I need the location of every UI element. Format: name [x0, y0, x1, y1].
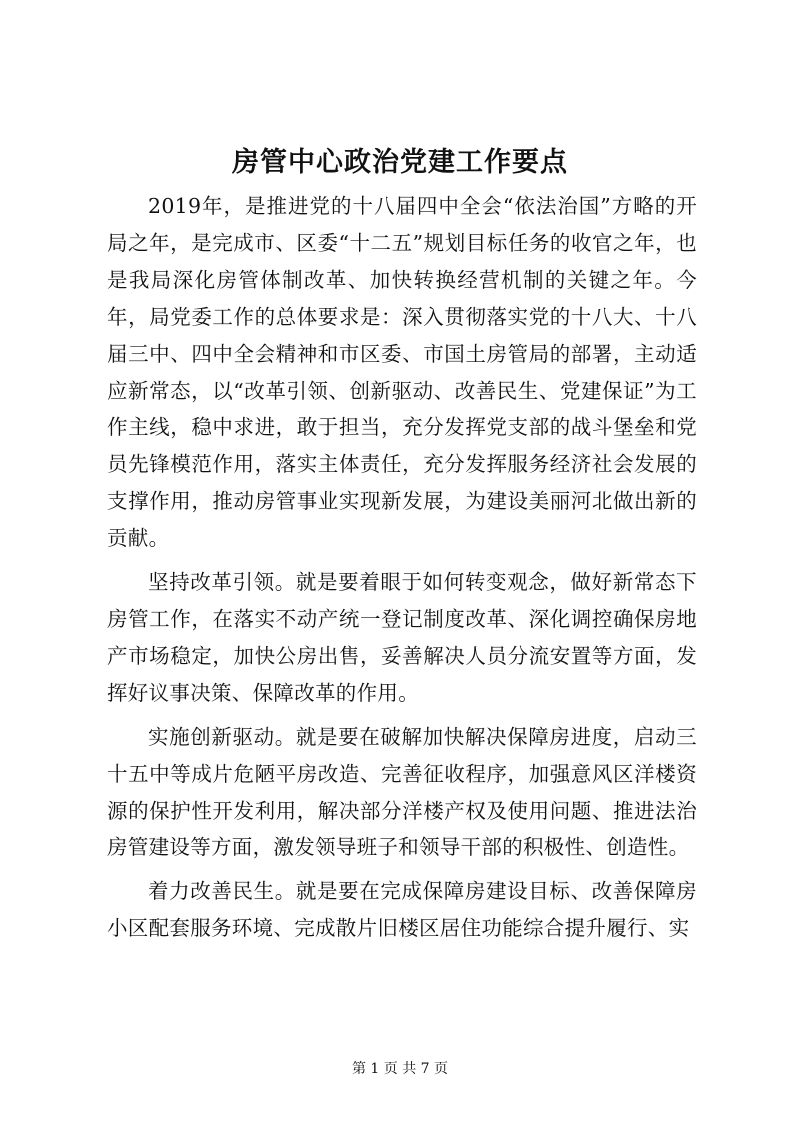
paragraph-reform: 坚持改革引领。就是要着眼于如何转变观念，做好新常态下房管工作，在落实不动产统一登记制度改革、深化调控确保房地产市场稳定，加快公房出售，妥善解决人员分流安置等方面，发挥好议事决策、保障改革的作用。 [107, 570, 697, 705]
paragraph-intro: 2019年，是推进党的十八届四中全会“依法治国”方略的开局之年，是完成市、区委“十二五”规划目标任务的收官之年，也是我局深化房管体制改革、加快转换经营机制的关键之年。今年，局党委工作的总体要求是：深入贯彻落实党的十八大、十八届三中、四中全会精神和市区委、市国土房管局的部署，主动适应新常态，以“改革引领、创新驱动、改善民生、党建保证”为工作主线，稳中求进，敢于担当，充分发挥党支部的战斗堡垒和党员先锋模范作用，落实主体责任，充分发挥服务经济社会发展的支撑作用，推动房管事业实现新发展，为建设美丽河北做出新的贡献。 [107, 194, 697, 551]
document-title: 房管中心政治党建工作要点 [232, 147, 568, 178]
document-body [107, 188, 697, 954]
page-number-footer: 第 1 页 共 7 页 [351, 1061, 449, 1077]
paragraph-innovation: 实施创新驱动。就是要在破解加快解决保障房进度，启动三十五中等成片危陋平房改造、完善征收程序，加强意风区洋楼资源的保护性开发利用，解决部分洋楼产权及使用问题、推进法治房管建设等方面，激发领导班子和领导干部的积极性、创造性。 [107, 724, 697, 860]
paragraph-livelihood: 着力改善民生。就是要在完成保障房建设目标、改善保障房小区配套服务环境、完成散片旧楼区居住功能综合提升履行、实 [107, 879, 697, 941]
